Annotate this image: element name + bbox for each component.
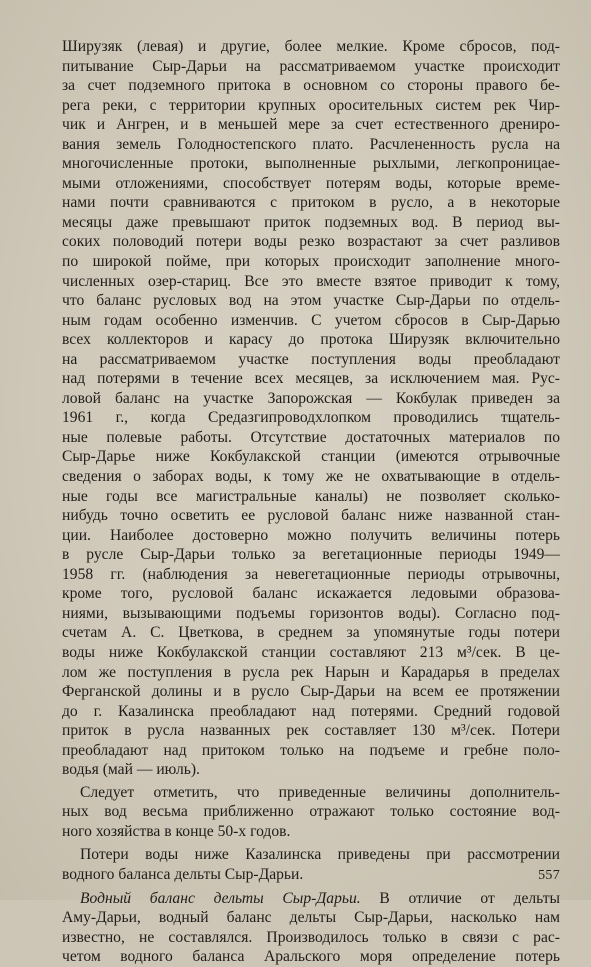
- text-line: над потерями в течение всех месяцев, за исключением мая. Рус-: [62, 370, 560, 388]
- text-line: Следует отметить, что приведенные величины дополнитель-: [80, 783, 560, 801]
- text-line: ные полевые работы. Отсутствие достаточных материалов по: [62, 428, 560, 446]
- paragraph-1: [62, 37, 560, 780]
- text-line: мыми отложениями, способствует потерям воды, которые време-: [62, 174, 560, 192]
- text-line: нами почти сравниваются с притоком в русло, а в некоторые: [62, 194, 560, 212]
- text-line: Ферганской долины и в русло Сыр-Дарьи на всем ее протяжении: [62, 683, 560, 701]
- text-line: [62, 889, 560, 909]
- paragraph-2: [62, 783, 560, 842]
- text-line: Потери воды ниже Казалинска приведены при рассмотрении: [80, 846, 560, 864]
- text-line: ниями, вызывающими подъемы горизонтов воды). Согласно под-: [62, 604, 560, 622]
- text-line: до г. Казалинска преобладают над потерями. Средний годовой: [62, 702, 560, 720]
- text-line: ловой баланс на участке Запорожская — Кокбулак приведен за: [62, 389, 560, 407]
- text-line: всех коллекторов и карасу до протока Ширузяк включительно: [62, 331, 560, 349]
- text-line: водья (май — июль).: [62, 761, 200, 779]
- text-line: ции. Наиболее достоверно можно получить величины потерь: [62, 526, 560, 544]
- text-line: за счет подземного притока в основном со стороны правого бе-: [62, 77, 560, 95]
- section-heading: Водный баланс дельты Сыр-Дарьи.: [80, 889, 361, 907]
- text-line: рега реки, с территории крупных оросительных систем рек Чир-: [62, 96, 560, 114]
- page-number: 557: [538, 868, 560, 883]
- text-line: Ширузяк (левая) и другие, более мелкие. Кроме сбросов, под-: [62, 38, 560, 55]
- text-line: на рассматриваемом участке поступления воды преобладают: [62, 350, 560, 368]
- body-text: [62, 37, 560, 967]
- text-line: известно, не составлялся. Производилось только в связи с рас-: [62, 928, 560, 946]
- text-line: Сыр-Дарье ниже Кокбулакской станции (имеются отрывочные: [62, 448, 560, 466]
- text-line: многочисленные протоки, выполненные рыхлыми, легкопроницае-: [62, 155, 560, 173]
- text-line: месяцы даже превышают приток подземных вод. В период вы-: [62, 213, 560, 231]
- text-line: сведения о заборах воды, к тому же не охватывающие в отдель-: [62, 468, 560, 486]
- text-line: четом водного баланса Аральского моря определение потерь: [62, 948, 560, 966]
- text-fragment: В отличие от дельты: [360, 889, 560, 907]
- text-line: приток в русла названных рек составляет 130 м³/сек. Потери: [62, 722, 560, 740]
- text-line: питывание Сыр-Дарьи на рассматриваемом участке происходит: [62, 57, 560, 75]
- text-line: Аму-Дарьи, водный баланс дельты Сыр-Дарьи, насколько нам: [62, 909, 560, 927]
- text-line: счетам А. С. Цветкова, в среднем за упомянутые годы потери: [62, 624, 560, 642]
- text-line: ным годам особенно изменчив. С учетом сбросов в Сыр-Дарью: [62, 311, 560, 329]
- text-line: 1958 гг. (наблюдения за невегетационные периоды отрывочны,: [62, 565, 560, 583]
- text-line: кроме того, русловой баланс искажается ледовыми образова-: [62, 585, 560, 603]
- text-line: вания земель Голодностепского плато. Расчлененность русла на: [62, 135, 560, 153]
- text-line: 1961 г., когда Средазгипроводхлопком проводились тщатель-: [62, 409, 560, 427]
- text-line: что баланс русловых вод на этом участке Сыр-Дарьи по отдель-: [62, 292, 560, 310]
- text-line: водного баланса дельты Сыр-Дарьи.: [62, 865, 304, 883]
- text-line: соких половодий потери воды резко возрастают за счет разливов: [62, 233, 560, 251]
- text-line: в русле Сыр-Дарьи только за вегетационные периоды 1949—: [62, 546, 560, 564]
- text-line: нибудь точно осветить ее русловой баланс ниже названной стан-: [62, 507, 560, 525]
- text-line: чик и Ангрен, и в меньшей мере за счет естественного дрениро-: [62, 116, 560, 134]
- text-line: численных озер-стариц. Все это вместе взятое приводит к тому,: [62, 272, 560, 290]
- text-line: ного хозяйства в конце 50-х годов.: [62, 822, 291, 840]
- text-line: по широкой пойме, при которых происходит заполнение много-: [62, 253, 560, 271]
- text-line: лом же поступления в русла рек Нарын и Карадарья в пределах: [62, 663, 560, 681]
- paragraph-4: [62, 889, 560, 967]
- paragraph-3: [62, 845, 560, 884]
- text-line: преобладают над притоком только на подъеме и гребне поло-: [62, 741, 560, 759]
- text-line: воды ниже Кокбулакской станции составляют 213 м³/сек. В це-: [62, 643, 560, 661]
- text-line: ных вод весьма приближенно отражают только состояние вод-: [62, 803, 560, 821]
- text-line: ные годы все магистральные каналы) не позволяет сколько-: [62, 487, 560, 505]
